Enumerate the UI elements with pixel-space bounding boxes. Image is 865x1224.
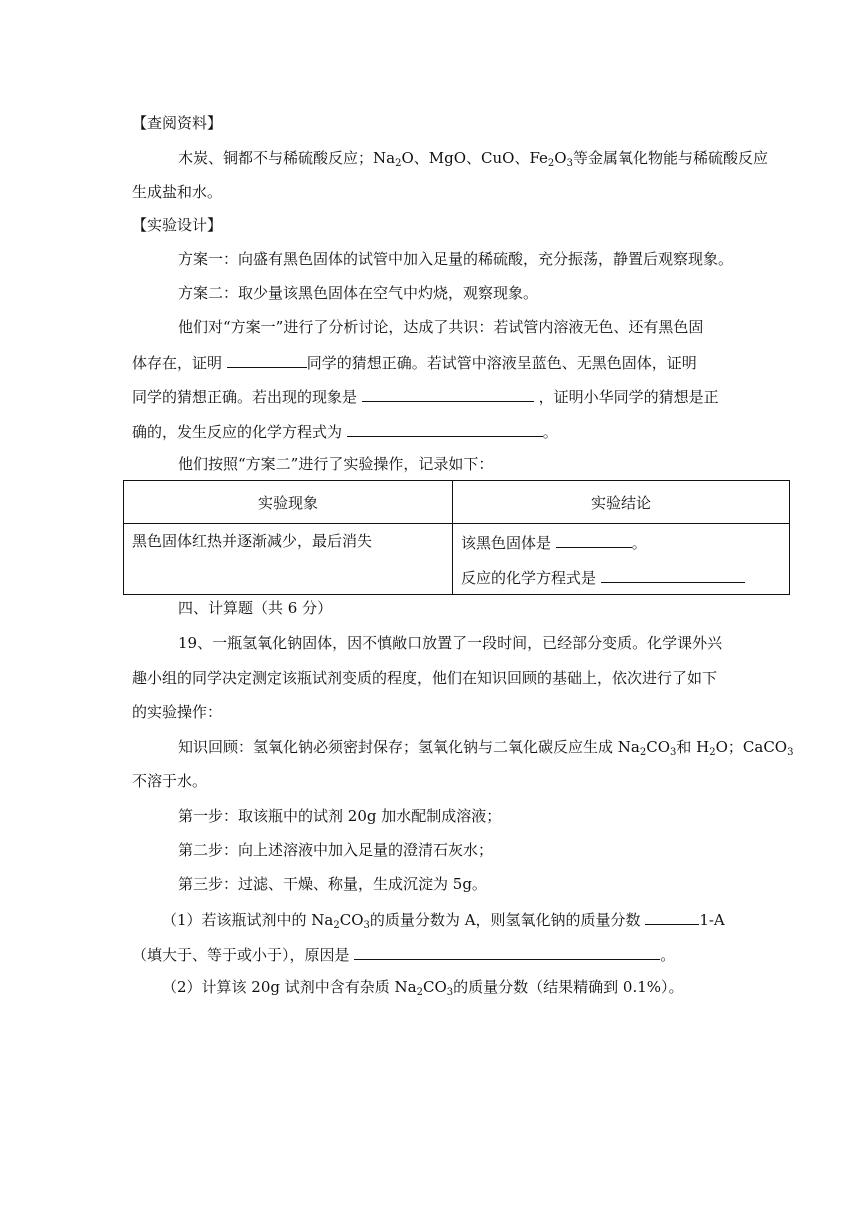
step-one: 第一步：取该瓶中的试剂 20g 加水配制成溶液；: [178, 807, 502, 825]
conclusion-line1: 该黑色固体是 。: [461, 531, 647, 553]
step-three: 第三步：过滤、干燥、称量，生成沉淀为 5g。: [178, 875, 487, 893]
discussion-line3: 同学的猜想正确。若出现的现象是 ，证明小华同学的猜想是正: [132, 385, 719, 407]
answer-blank-reaction[interactable]: [601, 566, 745, 583]
question19-line2: 趣小组的同学决定测定该瓶试剂变质的程度，他们在知识回顾的基础上，依次进行了如下: [132, 669, 718, 687]
discussion-line4: 确的，发生反应的化学方程式为 。: [132, 420, 558, 442]
sub-question1-line1: （1）若该瓶试剂中的 $Na_2CO_3$的质量分数为 A，则氢氧化钠的质量分数 1-A: [162, 908, 725, 930]
knowledge-recall-line2: 不溶于水。: [132, 772, 208, 790]
sub-question1-line2: （填大于、等于或小于），原因是 。: [132, 943, 675, 965]
table-cell-phenomenon: [124, 524, 453, 595]
answer-blank-reason[interactable]: [354, 943, 660, 960]
step-two: 第二步：向上述溶液中加入足量的澄清石灰水；: [178, 841, 494, 859]
answer-blank-equation[interactable]: [347, 420, 543, 437]
answer-blank-compare[interactable]: [645, 908, 699, 925]
answer-blank-phenomenon[interactable]: [362, 385, 534, 402]
discussion-line2: 体存在，证明 同学的猜想正确。若试管中溶液呈蓝色、无黑色固体，证明: [132, 351, 697, 373]
question19-line1: 19、一瓶氢氧化钠固体，因不慎敞口放置了一段时间，已经部分变质。化学课外兴: [178, 634, 723, 652]
conclusion-line2: 反应的化学方程式是: [461, 566, 745, 588]
table-header-phenomenon: 实验现象: [124, 481, 453, 524]
table-cell-conclusion: [453, 524, 790, 595]
discussion-line1: 他们对“方案一”进行了分析讨论，达成了共识：若试管内溶液无色、还有黑色固: [178, 318, 704, 336]
table-header-conclusion: 实验结论: [453, 481, 790, 524]
phenomenon-text: 黑色固体红热并逐渐减少，最后消失: [132, 532, 373, 550]
sub-question2: （2）计算该 20g 试剂中含有杂质 $Na_2CO_3$的质量分数（结果精确到 0.1%）。: [162, 978, 684, 998]
plan-two: 方案二：取少量该黑色固体在空气中灼烧，观察现象。: [178, 284, 539, 302]
answer-blank-student[interactable]: [227, 351, 307, 368]
answer-blank-solid[interactable]: [556, 531, 632, 548]
plan-one: 方案一：向盛有黑色固体的试管中加入足量的稀硫酸，充分振荡，静置后观察现象。: [178, 250, 734, 268]
design-heading: 【实验设计】: [132, 216, 223, 234]
ref-paragraph-line1: 木炭、铜都不与稀硫酸反应；$Na_2O$、MgO、CuO、$Fe_2O_3$等金属氧化物能与稀硫酸反应: [178, 149, 768, 169]
knowledge-recall-line1: 知识回顾：氢氧化钠必须密封保存；氢氧化钠与二氧化碳反应生成 $Na_2CO_3$和 $H_2O$；CaCO$_3$: [178, 738, 794, 758]
ref-heading: 【查阅资料】: [132, 114, 223, 132]
ref-paragraph-line2: 生成盐和水。: [132, 183, 223, 201]
question19-line3: 的实验操作：: [132, 703, 223, 721]
calc-heading: 四、计算题（共 6 分）: [178, 599, 333, 617]
plan-two-record: 他们按照“方案二”进行了实验操作，记录如下：: [178, 455, 494, 473]
experiment-table: [123, 480, 790, 595]
